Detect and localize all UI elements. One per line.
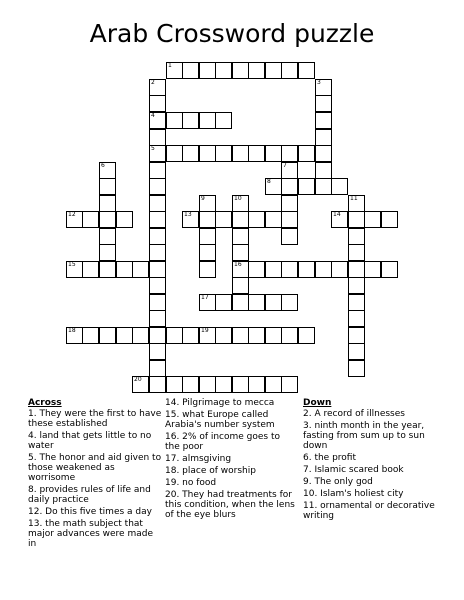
clue-across-18: 18. place of worship: [165, 466, 256, 476]
grid-cell[interactable]: [315, 95, 332, 112]
clue-across-14: 14. Pilgrimage to mecca: [165, 398, 275, 408]
grid-cell[interactable]: [166, 112, 183, 129]
across-clues-continued: [165, 398, 295, 522]
grid-cell[interactable]: [149, 360, 166, 377]
grid-cell[interactable]: [232, 261, 249, 278]
grid-cell[interactable]: [298, 261, 315, 278]
grid-cell[interactable]: [99, 195, 116, 212]
clue-across-13: 13. the math subject that major advances were made in: [28, 519, 153, 549]
across-heading: Across: [28, 398, 62, 408]
grid-cell[interactable]: [381, 261, 398, 278]
clue-across-12: 12. Do this five times a day: [28, 507, 152, 517]
grid-cell[interactable]: [348, 228, 365, 245]
grid-cell[interactable]: [381, 211, 398, 228]
grid-cell[interactable]: [149, 343, 166, 360]
grid-cell[interactable]: [315, 162, 332, 179]
grid-cell[interactable]: [315, 145, 332, 162]
grid-cell[interactable]: [199, 327, 216, 344]
grid-cell[interactable]: [215, 294, 232, 311]
grid-cell[interactable]: [315, 178, 332, 195]
grid-cell[interactable]: [215, 211, 232, 228]
grid-cell[interactable]: [348, 195, 365, 212]
grid-cell[interactable]: [232, 211, 249, 228]
grid-cell[interactable]: [248, 327, 265, 344]
grid-cell[interactable]: [315, 261, 332, 278]
grid-cell[interactable]: [348, 343, 365, 360]
grid-cell[interactable]: [149, 178, 166, 195]
grid-cell[interactable]: [281, 195, 298, 212]
clue-number: 2: [151, 79, 155, 86]
clue-down-10: 10. Islam's holiest city: [303, 489, 404, 499]
grid-cell[interactable]: [298, 145, 315, 162]
grid-cell[interactable]: [199, 294, 216, 311]
grid-cell[interactable]: [66, 261, 83, 278]
grid-cell[interactable]: [364, 261, 381, 278]
clue-number: 5: [151, 145, 155, 152]
grid-cell[interactable]: [348, 360, 365, 377]
grid-cell[interactable]: [281, 327, 298, 344]
clue-across-5: 5. The honor and aid given to those weakened as worrisome: [28, 453, 162, 483]
grid-cell[interactable]: [166, 376, 183, 393]
grid-cell[interactable]: [166, 327, 183, 344]
grid-cell[interactable]: [199, 112, 216, 129]
grid-cell[interactable]: [265, 376, 282, 393]
down-heading: Down: [303, 398, 332, 408]
clue-across-16: 16. 2% of income goes to the poor: [165, 432, 281, 452]
grid-cell[interactable]: [281, 178, 298, 195]
grid-cell[interactable]: [99, 244, 116, 261]
grid-cell[interactable]: [99, 261, 116, 278]
grid-cell[interactable]: [232, 294, 249, 311]
clue-across-19: 19. no food: [165, 478, 217, 488]
grid-cell[interactable]: [248, 376, 265, 393]
grid-cell[interactable]: [348, 327, 365, 344]
grid-cell[interactable]: [182, 145, 199, 162]
grid-cell[interactable]: [199, 244, 216, 261]
clue-number: 14: [333, 211, 341, 218]
grid-cell[interactable]: [281, 162, 298, 179]
grid-cell[interactable]: [99, 228, 116, 245]
grid-cell[interactable]: [149, 244, 166, 261]
grid-cell[interactable]: [348, 294, 365, 311]
grid-cell[interactable]: [99, 162, 116, 179]
grid-cell[interactable]: [298, 327, 315, 344]
grid-cell[interactable]: [232, 195, 249, 212]
grid-cell[interactable]: [215, 62, 232, 79]
grid-cell[interactable]: [298, 62, 315, 79]
grid-cell[interactable]: [248, 211, 265, 228]
grid-cell[interactable]: [149, 145, 166, 162]
clue-number: 13: [184, 211, 192, 218]
grid-cell[interactable]: [232, 244, 249, 261]
clue-number: 3: [317, 79, 321, 86]
grid-cell[interactable]: [182, 112, 199, 129]
clue-across-15: 15. what Europe called Arabia's number system: [165, 410, 275, 430]
grid-cell[interactable]: [315, 129, 332, 146]
grid-cell[interactable]: [215, 327, 232, 344]
grid-cell[interactable]: [149, 95, 166, 112]
grid-cell[interactable]: [149, 228, 166, 245]
clue-down-2: 2. A record of illnesses: [303, 409, 405, 419]
grid-cell[interactable]: [166, 145, 183, 162]
clue-across-4: 4. land that gets little to no water: [28, 431, 152, 451]
grid-cell[interactable]: [132, 261, 149, 278]
grid-cell[interactable]: [116, 327, 133, 344]
grid-cell[interactable]: [82, 261, 99, 278]
across-list-1: [28, 409, 163, 549]
grid-cell[interactable]: [132, 376, 149, 393]
grid-cell[interactable]: [348, 211, 365, 228]
clue-number: 10: [234, 195, 242, 202]
grid-cell[interactable]: [149, 310, 166, 327]
clue-across-17: 17. almsgiving: [165, 454, 232, 464]
clue-number: 20: [134, 376, 142, 383]
grid-cell[interactable]: [199, 228, 216, 245]
grid-cell[interactable]: [199, 62, 216, 79]
grid-cell[interactable]: [199, 376, 216, 393]
clue-number: 6: [101, 162, 105, 169]
grid-cell[interactable]: [215, 145, 232, 162]
clue-down-3: 3. ninth month in the year, fasting from sum up to sun down: [303, 421, 425, 451]
grid-cell[interactable]: [116, 211, 133, 228]
grid-cell[interactable]: [166, 62, 183, 79]
grid-cell[interactable]: [232, 145, 249, 162]
grid-cell[interactable]: [281, 376, 298, 393]
puzzle-title: Arab Crossword puzzle: [89, 19, 375, 48]
clue-across-20: 20. They had treatments for this condition, when the lens of the eye blurs: [165, 490, 295, 520]
grid-cell[interactable]: [199, 261, 216, 278]
grid-cell[interactable]: [265, 145, 282, 162]
grid-cell[interactable]: [149, 112, 166, 129]
grid-cell[interactable]: [215, 112, 232, 129]
grid-cell[interactable]: [149, 294, 166, 311]
down-clues: [303, 398, 438, 523]
grid-cell[interactable]: [182, 211, 199, 228]
grid-cell[interactable]: [248, 62, 265, 79]
grid-cell[interactable]: [248, 145, 265, 162]
grid-cell[interactable]: [348, 244, 365, 261]
grid-cell[interactable]: [149, 261, 166, 278]
grid-cell[interactable]: [82, 211, 99, 228]
grid-cell[interactable]: [199, 145, 216, 162]
clue-number: 4: [151, 112, 155, 119]
grid-cell[interactable]: [149, 327, 166, 344]
clue-number: 17: [201, 294, 209, 301]
grid-cell[interactable]: [99, 178, 116, 195]
grid-cell[interactable]: [232, 327, 249, 344]
grid-cell[interactable]: [348, 261, 365, 278]
clue-number: 8: [267, 178, 271, 185]
grid-cell[interactable]: [315, 112, 332, 129]
clue-down-11: 11. ornamental or decorative writing: [303, 501, 435, 521]
grid-cell[interactable]: [215, 376, 232, 393]
grid-cell[interactable]: [199, 195, 216, 212]
clue-number: 7: [283, 162, 287, 169]
grid-cell[interactable]: [265, 211, 282, 228]
grid-cell[interactable]: [149, 376, 166, 393]
clue-number: 19: [201, 327, 209, 334]
grid-cell[interactable]: [232, 228, 249, 245]
grid-cell[interactable]: [281, 294, 298, 311]
clue-number: 18: [68, 327, 76, 334]
clue-number: 11: [350, 195, 358, 202]
grid-cell[interactable]: [182, 327, 199, 344]
grid-cell[interactable]: [265, 62, 282, 79]
grid-cell[interactable]: [248, 294, 265, 311]
grid-cell[interactable]: [281, 145, 298, 162]
grid-cell[interactable]: [265, 261, 282, 278]
grid-cell[interactable]: [149, 129, 166, 146]
grid-cell[interactable]: [281, 228, 298, 245]
grid-cell[interactable]: [298, 178, 315, 195]
grid-cell[interactable]: [281, 211, 298, 228]
grid-cell[interactable]: [331, 261, 348, 278]
grid-cell[interactable]: [182, 376, 199, 393]
grid-cell[interactable]: [265, 178, 282, 195]
grid-cell[interactable]: [331, 211, 348, 228]
clue-number: 15: [68, 261, 76, 268]
clue-down-6: 6. the profit: [303, 453, 356, 463]
grid-cell[interactable]: [66, 327, 83, 344]
grid-cell[interactable]: [199, 211, 216, 228]
grid-cell[interactable]: [364, 211, 381, 228]
grid-cell[interactable]: [265, 327, 282, 344]
grid-cell[interactable]: [331, 178, 348, 195]
grid-cell[interactable]: [281, 62, 298, 79]
clue-down-9: 9. The only god: [303, 477, 373, 487]
grid-cell[interactable]: [232, 62, 249, 79]
grid-cell[interactable]: [348, 310, 365, 327]
clue-across-8: 8. provides rules of life and daily practice: [28, 485, 151, 505]
clue-across-1: 1. They were the first to have these established: [28, 409, 162, 429]
grid-cell[interactable]: [348, 277, 365, 294]
grid-cell[interactable]: [82, 327, 99, 344]
grid-cell[interactable]: [116, 261, 133, 278]
grid-cell[interactable]: [265, 294, 282, 311]
clue-number: 1: [168, 62, 172, 69]
across-clues: [28, 398, 163, 551]
clue-number: 16: [234, 261, 242, 268]
clue-number: 9: [201, 195, 205, 202]
clue-number: 12: [68, 211, 76, 218]
grid-cell[interactable]: [281, 261, 298, 278]
grid-cell[interactable]: [149, 79, 166, 96]
grid-cell[interactable]: [132, 327, 149, 344]
grid-cell[interactable]: [248, 261, 265, 278]
grid-cell[interactable]: [232, 376, 249, 393]
grid-cell[interactable]: [149, 277, 166, 294]
grid-cell[interactable]: [149, 195, 166, 212]
grid-cell[interactable]: [66, 211, 83, 228]
grid-cell[interactable]: [149, 211, 166, 228]
grid-cell[interactable]: [315, 79, 332, 96]
clue-down-7: 7. Islamic scared book: [303, 465, 404, 475]
grid-cell[interactable]: [149, 162, 166, 179]
grid-cell[interactable]: [99, 327, 116, 344]
grid-cell[interactable]: [182, 62, 199, 79]
grid-cell[interactable]: [232, 277, 249, 294]
grid-cell[interactable]: [99, 211, 116, 228]
